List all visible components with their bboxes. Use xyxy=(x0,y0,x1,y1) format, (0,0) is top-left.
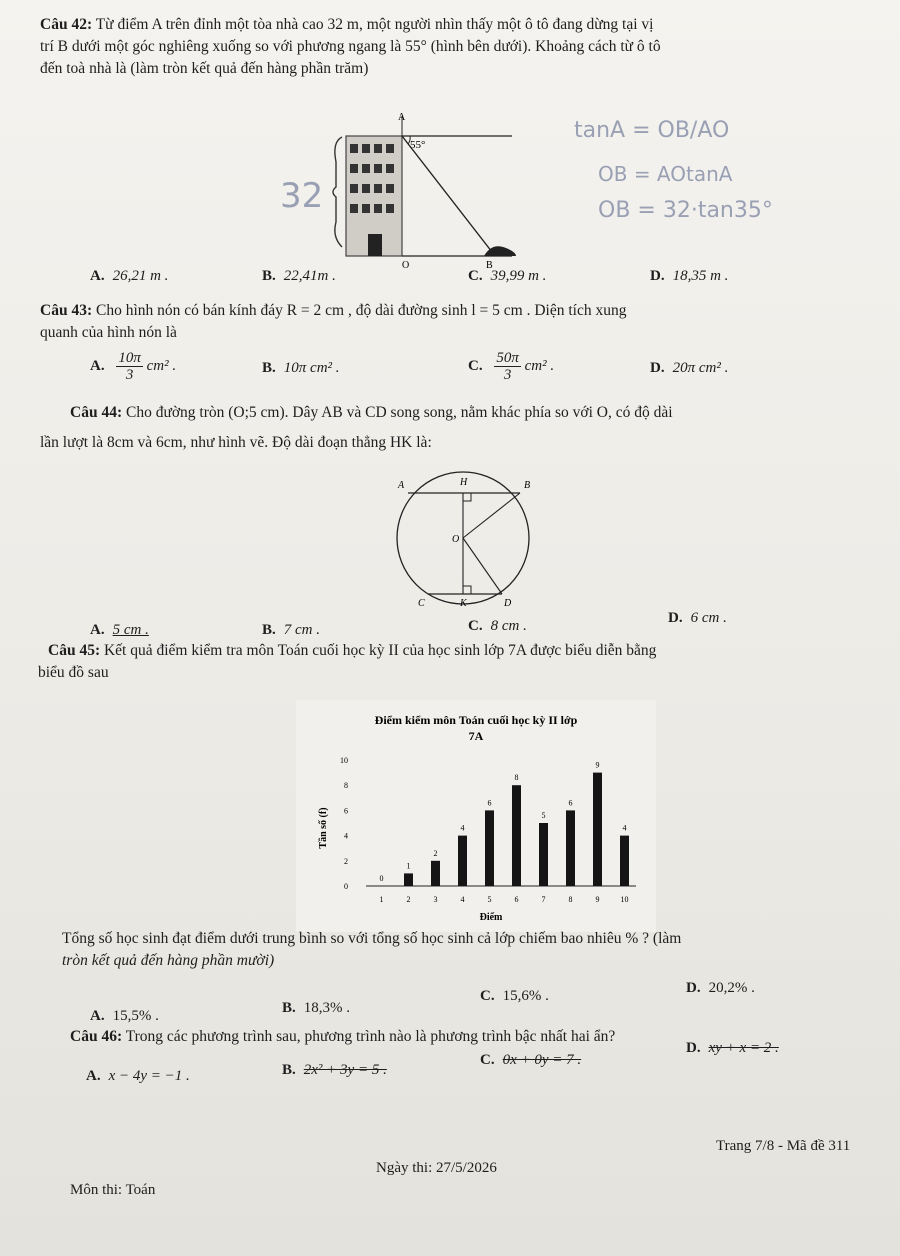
bar xyxy=(593,773,602,886)
window xyxy=(350,144,358,153)
question-45 xyxy=(38,640,878,684)
bar xyxy=(485,810,494,886)
label-k: K xyxy=(460,598,467,609)
q46-option-c[interactable]: C. 0x + 0y = 7 . xyxy=(480,1052,582,1068)
bar xyxy=(458,836,467,886)
label-h: H xyxy=(460,477,468,488)
label-c: C xyxy=(418,598,425,609)
q44-label: Câu 44: xyxy=(70,404,123,421)
x-tick-label: 2 xyxy=(406,895,411,904)
handwriting-line2: OB = AOtanA xyxy=(598,162,733,186)
data-label: 5 xyxy=(541,811,546,820)
q46-option-d[interactable]: D. xy + x = 2 . xyxy=(686,1040,779,1056)
point-a-label: A xyxy=(398,112,406,123)
x-tick-label: 9 xyxy=(595,895,600,904)
data-label: 1 xyxy=(406,861,411,871)
window xyxy=(362,184,370,193)
q44-text-line1: Cho đường tròn (O;5 cm). Dây AB và CD song song, nằm khác phía so với O, có độ dài xyxy=(125,404,673,421)
q42-option-a[interactable]: A. 26,21 m . xyxy=(90,268,169,284)
q43-option-b[interactable]: B. 10π cm² . xyxy=(262,360,340,376)
footer-date: Ngày thi: 27/5/2026 xyxy=(376,1160,497,1176)
line-of-sight xyxy=(402,136,492,252)
q42-option-b[interactable]: B. 22,41m . xyxy=(262,268,336,284)
q44-option-c[interactable]: C. 8 cm . xyxy=(468,618,527,634)
window xyxy=(350,204,358,213)
window xyxy=(386,144,394,153)
y-tick-label: 10 xyxy=(340,756,348,765)
data-label: 9 xyxy=(595,760,600,770)
q42-text-line1: Từ điểm A trên đỉnh một tòa nhà cao 32 m, một người nhìn thấy một ô tô đang dừng tại vị xyxy=(95,16,654,33)
data-label: 8 xyxy=(514,773,519,783)
q42-text-line2: trí B dưới một góc nghiêng xuống so với phương ngang là 55° (hình bên dưới). Khoảng cách từ ô tô xyxy=(40,38,661,55)
x-tick-label: 4 xyxy=(460,895,465,904)
question-43 xyxy=(40,300,880,344)
bar xyxy=(431,861,440,886)
x-tick-label: 10 xyxy=(620,895,629,904)
data-label: 4 xyxy=(622,823,627,833)
window xyxy=(374,144,382,153)
window xyxy=(374,204,382,213)
bar xyxy=(566,810,575,886)
x-tick-label: 5 xyxy=(487,895,492,904)
window xyxy=(362,164,370,173)
x-tick-label: 3 xyxy=(433,895,438,904)
window xyxy=(374,164,382,173)
q42-handwritten-32: 32 xyxy=(280,176,324,216)
window xyxy=(386,204,394,213)
q42-option-d[interactable]: D. 18,35 m . xyxy=(650,268,729,284)
q45-option-d[interactable]: D. 20,2% . xyxy=(686,980,755,996)
x-tick-label: 7 xyxy=(541,895,546,904)
angle-label: 55° xyxy=(410,139,426,151)
y-tick-label: 2 xyxy=(344,856,348,866)
q45-text-line3: Tổng số học sinh đạt điểm dưới trung bình so với tổng số học sinh cả lớp chiếm bao nhiêu % ? (làm xyxy=(62,930,682,947)
chart-title-line2: 7A xyxy=(468,729,484,743)
q44-option-b[interactable]: B. 7 cm . xyxy=(262,622,321,638)
q43-label: Câu 43: xyxy=(40,302,93,319)
q44-text-line2: lần lượt là 8cm và 6cm, như hình vẽ. Độ dài đoạn thẳng HK là: xyxy=(40,434,432,451)
point-o-label: O xyxy=(402,260,410,271)
label-a: A xyxy=(398,480,405,491)
x-tick-label: 1 xyxy=(379,895,384,904)
q42-text-line3: đến toà nhà là (làm tròn kết quả đến hàng phần trăm) xyxy=(40,60,369,77)
bar xyxy=(512,785,521,886)
point-b-label: B xyxy=(486,260,493,271)
x-tick-label: 6 xyxy=(514,895,519,904)
data-label: 2 xyxy=(433,848,438,858)
q45-question-text xyxy=(62,928,882,972)
right-angle-h xyxy=(463,493,471,501)
q43-option-d[interactable]: D. 20π cm² . xyxy=(650,360,729,376)
label-b: B xyxy=(524,480,531,491)
q44-circle-figure xyxy=(390,470,550,620)
y-tick-label: 8 xyxy=(344,781,348,791)
handwriting-line3: OB = 32·tan35° xyxy=(598,198,773,223)
window xyxy=(386,164,394,173)
building-door xyxy=(368,234,382,256)
window xyxy=(350,164,358,173)
q45-option-a[interactable]: A. 15,5% . xyxy=(90,1008,159,1024)
question-42 xyxy=(40,14,880,80)
q45-option-c[interactable]: C. 15,6% . xyxy=(480,988,549,1004)
data-label: 6 xyxy=(487,798,492,808)
y-tick-label: 6 xyxy=(344,806,348,816)
bar xyxy=(620,836,629,886)
right-angle-k xyxy=(463,586,471,594)
chart-y-label: Tần số (f) xyxy=(318,807,329,849)
q45-bar-chart xyxy=(296,700,656,932)
q45-text-line4: tròn kết quả đến hàng phần mười) xyxy=(62,952,275,969)
q43-option-a[interactable]: A. $\frac{10\pi}{3}$ cm² . xyxy=(90,350,177,383)
data-label: 4 xyxy=(460,823,465,833)
q46-label: Câu 46: xyxy=(70,1028,123,1045)
q43-text-line1: Cho hình nón có bán kính đáy R = 2 cm , độ dài đường sinh l = 5 cm . Diện tích xung xyxy=(95,302,627,319)
height-brace xyxy=(333,137,342,247)
q44-option-d[interactable]: D. 6 cm . xyxy=(668,610,727,626)
window xyxy=(362,204,370,213)
q42-option-c[interactable]: C. 39,99 m . xyxy=(468,268,547,284)
q42-label: Câu 42: xyxy=(40,16,93,33)
q46-text-line1: Trong các phương trình sau, phương trình nào là phương trình bậc nhất hai ẩn? xyxy=(125,1028,616,1045)
handwriting-line1: tanA = OB/AO xyxy=(574,118,730,143)
q45-label: Câu 45: xyxy=(48,642,101,659)
y-tick-label: 4 xyxy=(344,831,348,841)
label-o: O xyxy=(452,534,460,545)
q45-option-b[interactable]: B. 18,3% . xyxy=(282,1000,351,1016)
segment-ob xyxy=(463,493,520,538)
q45-text-line1: Kết quả điểm kiểm tra môn Toán cuối học kỳ II của học sinh lớp 7A được biểu diễn bằng xyxy=(103,642,657,659)
data-label: 6 xyxy=(568,798,573,808)
footer-subject: Môn thi: Toán xyxy=(70,1182,156,1198)
chart-title-line1: Điểm kiểm môn Toán cuối học kỳ II lớp xyxy=(374,713,578,727)
q45-text-line2: biểu đồ sau xyxy=(38,664,109,681)
window xyxy=(374,184,382,193)
chart-x-label: Điểm xyxy=(479,912,503,923)
bar xyxy=(404,873,413,886)
q46-option-b[interactable]: B. 2x² + 3y = 5 . xyxy=(282,1062,387,1078)
q43-text-line2: quanh của hình nón là xyxy=(40,324,177,341)
window xyxy=(350,184,358,193)
bar xyxy=(539,823,548,886)
q43-option-c[interactable]: C. $\frac{50\pi}{3}$ cm² . xyxy=(468,350,555,383)
footer-page: Trang 7/8 - Mã đề 311 xyxy=(716,1138,851,1154)
data-label: 0 xyxy=(379,874,384,883)
y-tick-label: 0 xyxy=(344,882,348,891)
label-d: D xyxy=(504,598,512,609)
window xyxy=(386,184,394,193)
window xyxy=(362,144,370,153)
q46-option-a[interactable]: A. x − 4y = −1 . xyxy=(86,1068,190,1084)
q42-figure xyxy=(280,112,540,272)
question-44 xyxy=(40,402,880,454)
q44-option-a[interactable]: A. 5 cm . xyxy=(90,622,149,638)
x-tick-label: 8 xyxy=(568,895,573,904)
